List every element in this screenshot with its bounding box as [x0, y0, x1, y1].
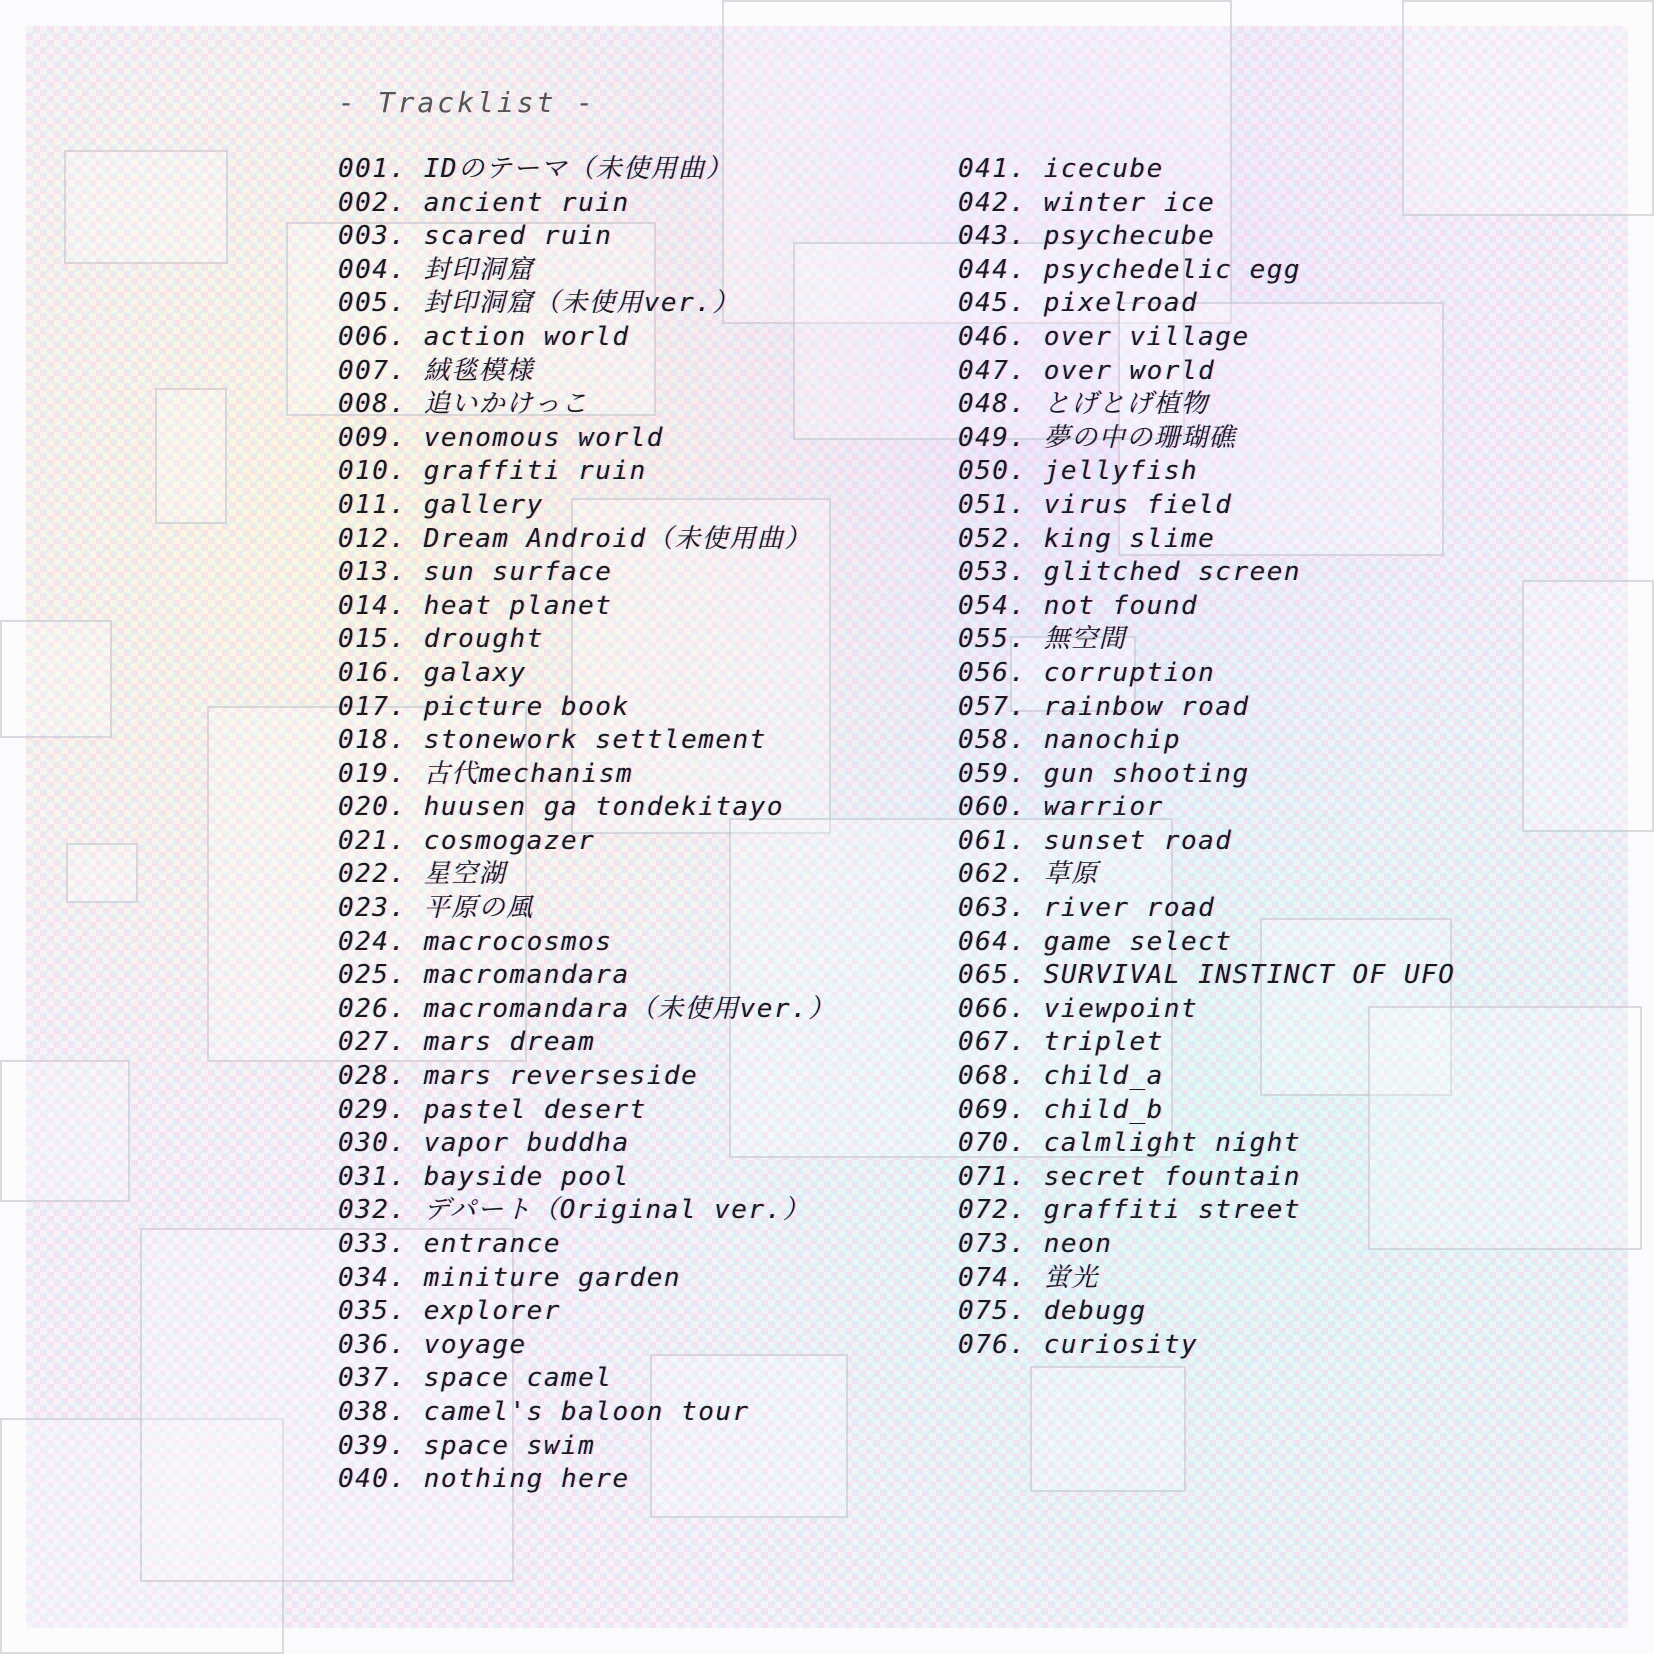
- track-item: 011. gallery: [338, 489, 544, 520]
- track-item: 065. SURVIVAL INSTINCT OF UFO: [958, 960, 1456, 991]
- track-item: 051. virus field: [958, 489, 1233, 520]
- track-item: 005. 封印洞窟（未使用ver.）: [338, 288, 740, 319]
- track-item: 002. ancient ruin: [338, 187, 630, 218]
- track-item: 001. IDのテーマ（未使用曲）: [338, 154, 734, 184]
- track-item: 009. venomous world: [338, 422, 664, 453]
- track-item: 033. entrance: [338, 1229, 561, 1259]
- track-item: 022. 星空湖: [338, 859, 507, 890]
- track-item: 041. icecube: [958, 154, 1164, 184]
- track-item: 049. 夢の中の珊瑚礁: [958, 422, 1237, 453]
- track-item: 062. 草原: [958, 859, 1099, 890]
- track-item: 007. 絨毯模様: [338, 355, 534, 386]
- track-item: 056. corruption: [958, 657, 1216, 688]
- track-item: 067. triplet: [958, 1027, 1164, 1058]
- track-item: 063. river road: [958, 893, 1216, 924]
- track-item: 030. vapor buddha: [338, 1128, 630, 1159]
- track-item: 017. picture book: [338, 691, 630, 722]
- track-item: 034. miniture garden: [338, 1262, 682, 1293]
- decor-frame: [66, 843, 138, 903]
- track-item: 004. 封印洞窟: [338, 254, 534, 285]
- track-item: 052. king slime: [958, 523, 1216, 554]
- track-item: 019. 古代mechanism: [338, 758, 634, 789]
- track-item: 066. viewpoint: [958, 993, 1199, 1024]
- track-item: 039. space swim: [338, 1430, 596, 1461]
- track-item: 075. debugg: [958, 1296, 1147, 1327]
- track-item: 036. voyage: [338, 1329, 527, 1360]
- track-item: 003. scared ruin: [338, 221, 613, 252]
- track-item: 032. デパート（Original ver.）: [338, 1195, 811, 1226]
- track-item: 031. bayside pool: [338, 1161, 630, 1192]
- track-item: 070. calmlight night: [958, 1128, 1302, 1159]
- track-item: 053. glitched screen: [958, 557, 1302, 588]
- track-item: 055. 無空間: [958, 624, 1127, 655]
- decor-frame: [155, 388, 227, 524]
- track-item: 064. game select: [958, 926, 1233, 957]
- track-item: 021. cosmogazer: [338, 825, 596, 856]
- track-item: 026. macromandara（未使用ver.）: [338, 993, 836, 1024]
- decor-frame: [1522, 580, 1654, 832]
- track-item: 006. action world: [338, 321, 630, 352]
- track-item: 073. neon: [958, 1229, 1113, 1259]
- track-item: 061. sunset road: [958, 825, 1233, 856]
- track-item: 038. camel's baloon tour: [338, 1396, 750, 1427]
- decor-frame: [64, 150, 228, 264]
- track-item: 028. mars reverseside: [338, 1061, 699, 1092]
- track-item: 042. winter ice: [958, 187, 1216, 218]
- tracklist-title: - Tracklist -: [338, 86, 597, 119]
- track-item: 043. psychecube: [958, 221, 1216, 252]
- track-item: 074. 蛍光: [958, 1262, 1099, 1293]
- track-item: 048. とげとげ植物: [958, 389, 1209, 420]
- track-item: 024. macrocosmos: [338, 926, 613, 957]
- track-item: 045. pixelroad: [958, 288, 1199, 319]
- track-item: 047. over world: [958, 355, 1216, 386]
- track-item: 015. drought: [338, 624, 544, 655]
- decor-frame: [0, 620, 112, 738]
- decor-frame: [0, 1060, 130, 1202]
- track-item: 029. pastel desert: [338, 1094, 647, 1125]
- track-item: 014. heat planet: [338, 590, 613, 621]
- track-item: 054. not found: [958, 590, 1199, 621]
- track-item: 044. psychedelic egg: [958, 254, 1302, 285]
- track-item: 040. nothing here: [338, 1464, 630, 1495]
- tracklist-column-right: [958, 153, 1455, 1362]
- track-item: 071. secret fountain: [958, 1161, 1302, 1192]
- decor-frame: [1030, 1366, 1186, 1492]
- track-item: 057. rainbow road: [958, 691, 1250, 722]
- track-item: 023. 平原の風: [338, 893, 534, 924]
- track-item: 027. mars dream: [338, 1027, 596, 1058]
- track-item: 072. graffiti street: [958, 1195, 1302, 1226]
- track-item: 050. jellyfish: [958, 456, 1199, 487]
- track-item: 059. gun shooting: [958, 758, 1250, 789]
- track-item: 018. stonework settlement: [338, 725, 767, 756]
- track-item: 020. huusen ga tondekitayo: [338, 792, 784, 823]
- track-item: 035. explorer: [338, 1296, 561, 1327]
- track-item: 068. child_a: [958, 1061, 1164, 1092]
- track-item: 016. galaxy: [338, 657, 527, 688]
- track-item: 058. nanochip: [958, 725, 1181, 756]
- track-item: 046. over village: [958, 321, 1250, 352]
- tracklist-column-left: [338, 153, 836, 1497]
- track-item: 012. Dream Android（未使用曲）: [338, 523, 812, 554]
- track-item: 060. warrior: [958, 792, 1164, 823]
- track-item: 008. 追いかけっこ: [338, 389, 589, 420]
- track-item: 069. child_b: [958, 1094, 1164, 1125]
- track-item: 037. space camel: [338, 1363, 613, 1394]
- track-item: 010. graffiti ruin: [338, 456, 647, 487]
- track-item: 025. macromandara: [338, 960, 630, 991]
- track-item: 076. curiosity: [958, 1329, 1199, 1360]
- track-item: 013. sun surface: [338, 557, 613, 588]
